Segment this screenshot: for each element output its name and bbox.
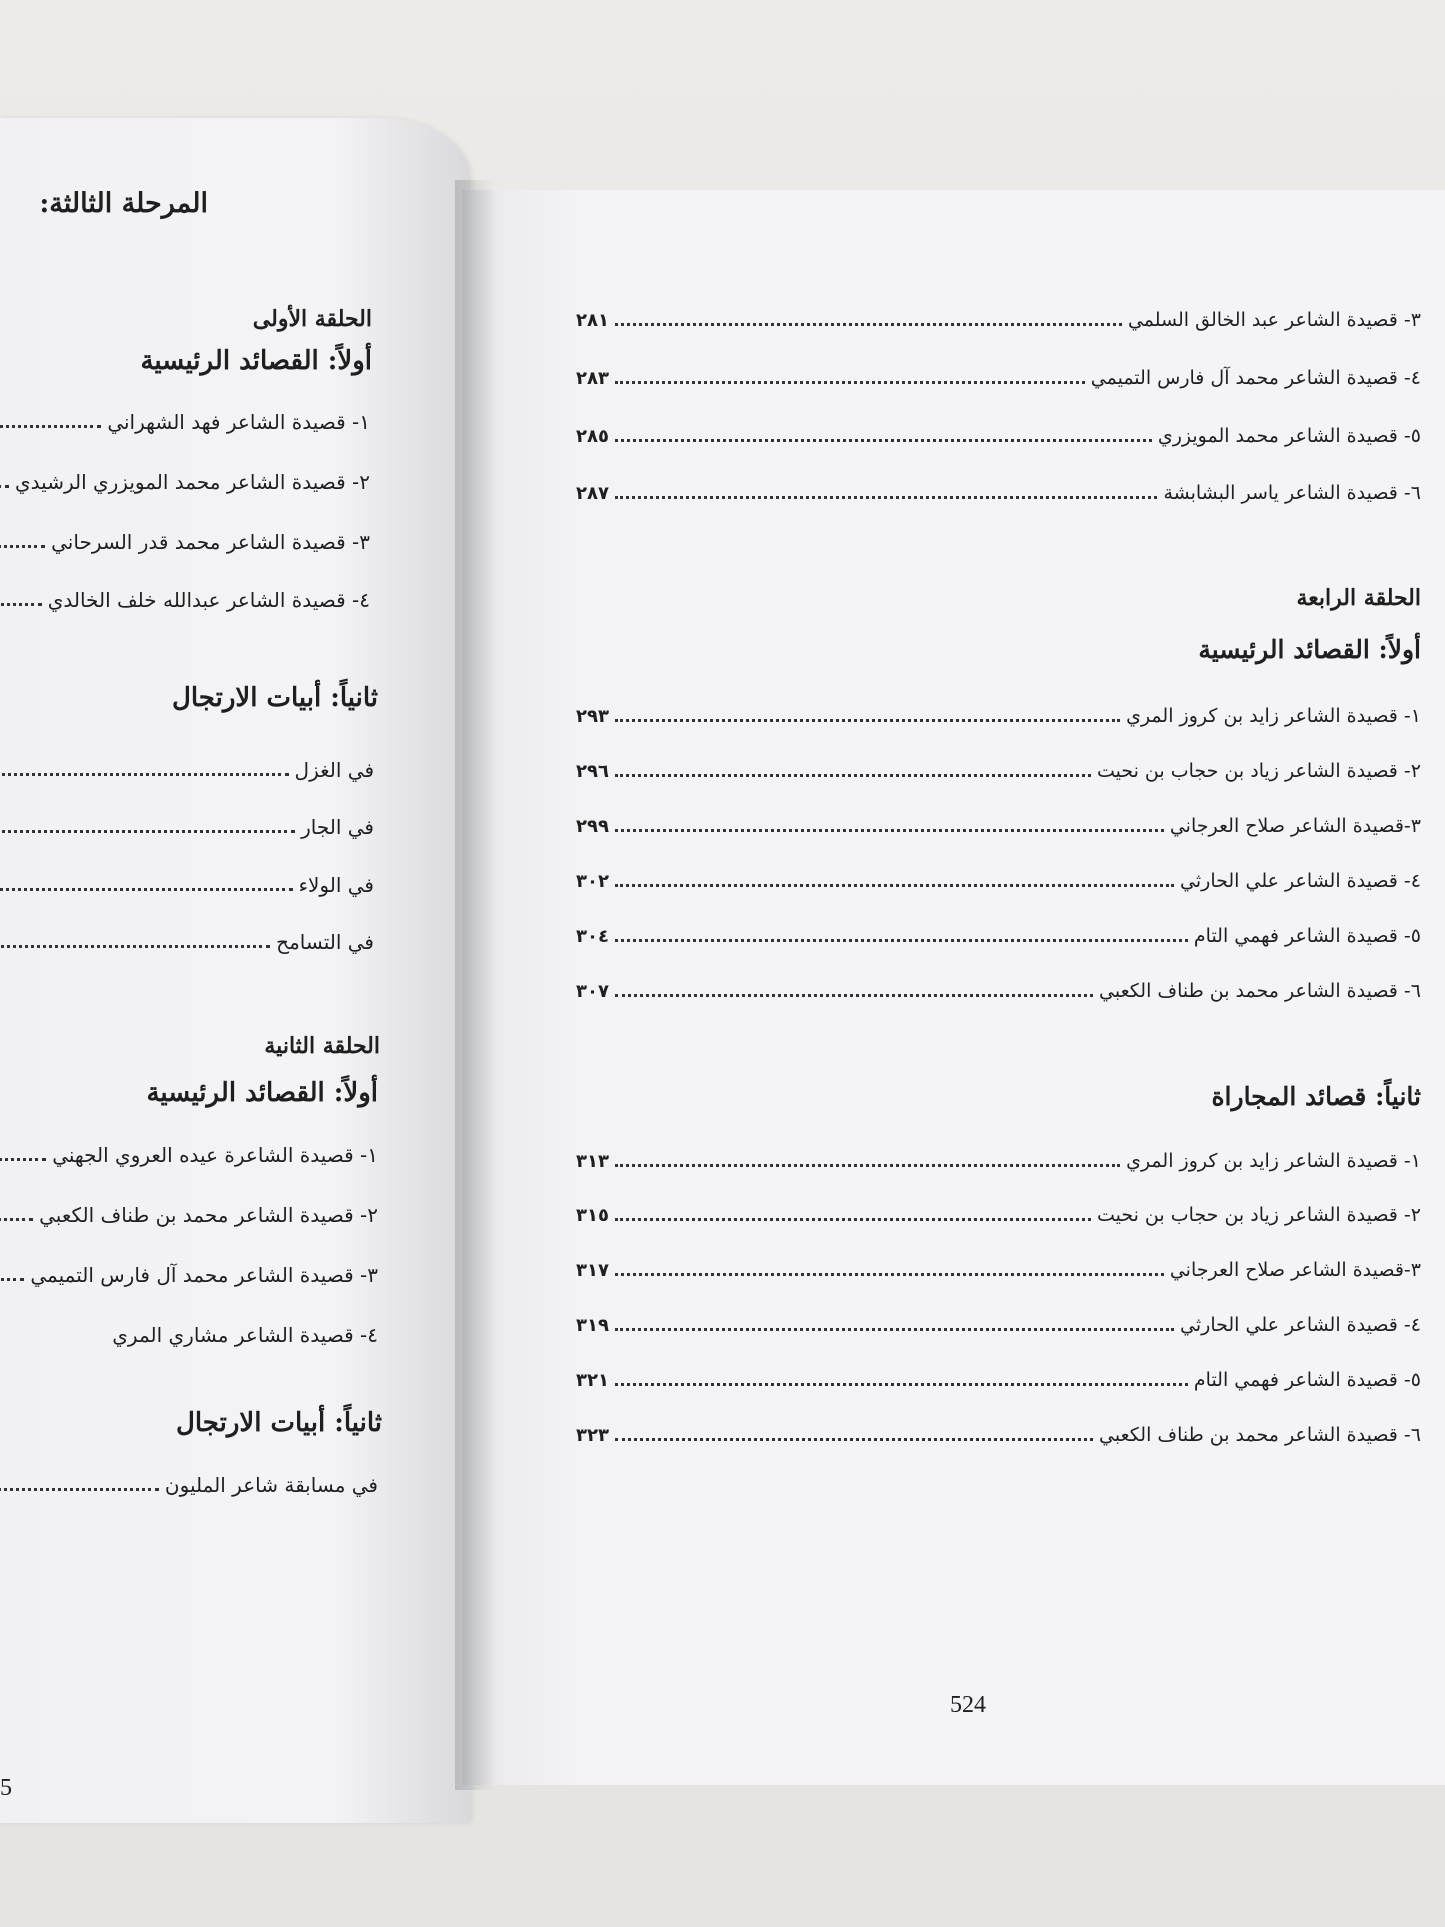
toc-entry: ٢- قصيدة الشاعر زياد بن حجاب بن نحيت ٢٩٦ (576, 760, 1421, 782)
contest-poems-title: ثانياً: قصائد المجاراة (1211, 1082, 1421, 1111)
list-item: في التسامح (0, 930, 374, 954)
section-title: الحلقة الرابعة (1296, 585, 1421, 611)
toc-entry: ٤- قصيدة الشاعر علي الحارثي ٣١٩ (576, 1314, 1421, 1336)
list-item: ٤- قصيدة الشاعر عبدالله خلف الخالدي (0, 588, 370, 612)
toc-entry: ١- قصيدة الشاعر زايد بن كروز المري ٣١٣ (576, 1150, 1421, 1172)
toc-entry: ٣-قصيدة الشاعر صلاح العرجاني ٢٩٩ (576, 815, 1421, 837)
list-item: في الغزل (0, 758, 374, 782)
list-item: ٣- قصيدة الشاعر محمد قدر السرحاني (0, 530, 370, 554)
list-item: في مسابقة شاعر المليون (0, 1473, 378, 1497)
list-item: ٤- قصيدة الشاعر مشاري المري (112, 1323, 378, 1347)
list-item: في الجار (0, 815, 374, 839)
left-page (0, 118, 470, 1823)
toc-entry: ٤- قصيدة الشاعر محمد آل فارس التميمي ٢٨٣ (576, 367, 1421, 389)
episode1-verses-title: ثانياً: أبيات الارتجال (171, 683, 378, 713)
list-item: ٣- قصيدة الشاعر محمد آل فارس التميمي (0, 1263, 378, 1287)
toc-entry: ١- قصيدة الشاعر زايد بن كروز المري ٢٩٣ (576, 705, 1421, 727)
toc-entry: ٥- قصيدة الشاعر فهمي التام ٣٢١ (576, 1369, 1421, 1391)
page-number: 524 (950, 1692, 986, 1718)
toc-entry: ٦- قصيدة الشاعر محمد بن طناف الكعبي ٣٢٣ (576, 1424, 1421, 1446)
list-item: ٢- قصيدة الشاعر محمد بن طناف الكعبي (0, 1203, 378, 1227)
toc-entry: ٣-قصيدة الشاعر صلاح العرجاني ٣١٧ (576, 1259, 1421, 1281)
toc-entry: ٥- قصيدة الشاعر فهمي التام ٣٠٤ (576, 925, 1421, 947)
list-item: في الولاء (0, 873, 374, 897)
episode1-title: الحلقة الأولى (252, 306, 372, 332)
toc-entry: ٤- قصيدة الشاعر علي الحارثي ٣٠٢ (576, 870, 1421, 892)
right-page (462, 190, 1445, 1785)
toc-entry: ٣- قصيدة الشاعر عبد الخالق السلمي ٢٨١ (576, 309, 1421, 331)
toc-entry: ٢- قصيدة الشاعر زياد بن حجاب بن نحيت ٣١٥ (576, 1204, 1421, 1226)
toc-entry: ٦- قصيدة الشاعر محمد بن طناف الكعبي ٣٠٧ (576, 980, 1421, 1002)
episode2-main-title: أولاً: القصائد الرئيسية (146, 1078, 378, 1108)
stage-title: المرحلة الثالثة: (39, 188, 208, 219)
episode2-title: الحلقة الثانية (264, 1033, 380, 1059)
book-gutter (455, 180, 495, 1790)
list-item: ١- قصيدة الشاعر فهد الشهراني (0, 410, 370, 434)
episode2-verses-title: ثانياً: أبيات الارتجال (175, 1408, 382, 1438)
episode1-main-title: أولاً: القصائد الرئيسية (140, 346, 372, 376)
left-page-number: 5 (0, 1775, 12, 1801)
toc-entry: ٥- قصيدة الشاعر محمد المويزري ٢٨٥ (576, 425, 1421, 447)
list-item: ١- قصيدة الشاعرة عيده العروي الجهني (0, 1143, 378, 1167)
list-item: ٢- قصيدة الشاعر محمد المويزري الرشيدي (0, 470, 370, 494)
toc-entry: ٦- قصيدة الشاعر ياسر البشابشة ٢٨٧ (576, 482, 1421, 504)
main-poems-title: أولاً: القصائد الرئيسية (1198, 635, 1421, 664)
